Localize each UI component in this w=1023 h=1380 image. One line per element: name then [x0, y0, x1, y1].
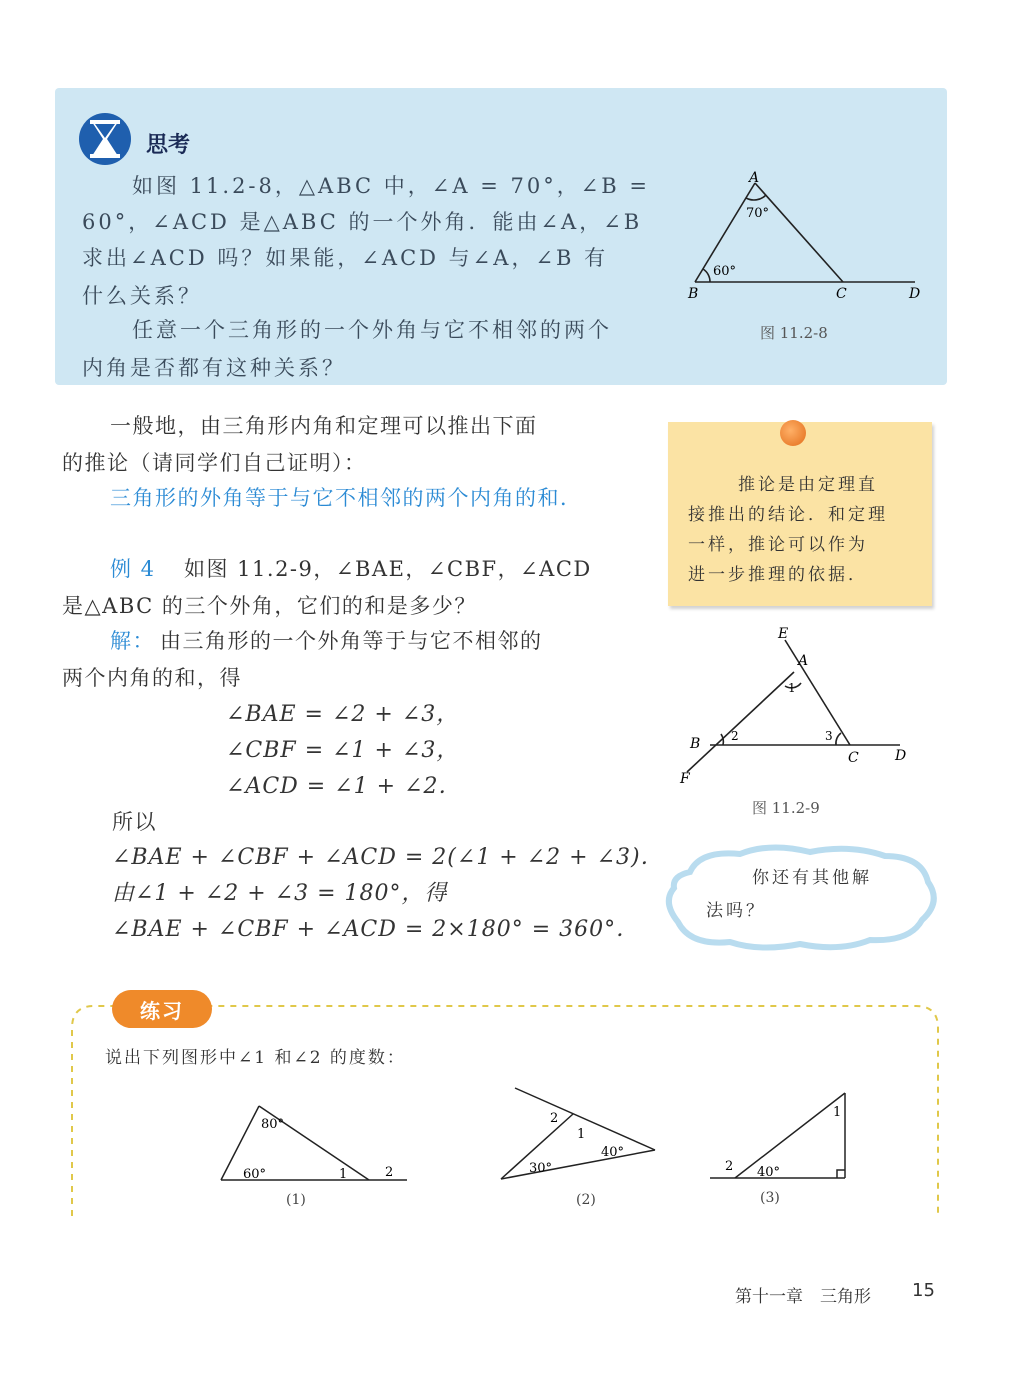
practice-figure-2 — [495, 1082, 665, 1187]
practice-badge: 练习 — [112, 990, 212, 1028]
label-D: D — [895, 748, 907, 764]
label-A: A — [749, 170, 760, 186]
example-label: 例 4 — [110, 557, 156, 581]
practice-3-angle-left: 40° — [757, 1165, 781, 1180]
equation: ∠BAE + ∠CBF + ∠ACD = 2×180° = 360°． — [112, 917, 640, 942]
figure-11-2-9 — [665, 620, 925, 790]
figure-caption: 图 11.2-9 — [752, 799, 820, 817]
equation: 由∠1 + ∠2 + ∠3 = 180°，得 — [112, 881, 448, 906]
body-line: 所以 — [112, 810, 157, 834]
practice-2-angle-left: 30° — [529, 1161, 553, 1176]
label-B: B — [690, 736, 701, 752]
practice-3-angle-2: 2 — [725, 1159, 734, 1174]
practice-1-angle-2: 2 — [385, 1165, 394, 1180]
think-line: 求出∠ACD 吗？如果能，∠ACD 与∠A，∠B 有 — [82, 246, 609, 270]
practice-1-angle-left: 60° — [243, 1167, 267, 1182]
body-line: 一般地，由三角形内角和定理可以推出下面 — [110, 414, 538, 438]
practice-figure-1 — [215, 1098, 415, 1188]
practice-2-angle-2: 2 — [550, 1111, 559, 1126]
label-F: F — [680, 771, 690, 787]
angle-2-label: 2 — [731, 729, 739, 743]
practice-prompt: 说出下列图形中∠1 和∠2 的度数： — [105, 1048, 406, 1068]
label-A: A — [798, 653, 809, 669]
body-line: 两个内角的和，得 — [62, 666, 242, 690]
label-D: D — [909, 286, 921, 302]
think-title: 思考 — [146, 133, 191, 158]
practice-figure-caption: (3) — [760, 1190, 780, 1206]
body-line: 如图 11.2-9，∠BAE，∠CBF，∠ACD — [184, 557, 592, 581]
practice-figure-3 — [705, 1088, 860, 1188]
label-B: B — [688, 286, 699, 302]
label-C: C — [848, 750, 859, 766]
equation: ∠BAE = ∠2 + ∠3， — [226, 702, 460, 727]
hourglass-icon — [78, 112, 132, 166]
body-line: 是△ABC 的三个外角，它们的和是多少？ — [62, 594, 477, 618]
angle-3-label: 3 — [825, 729, 833, 743]
angle-B-value: 60° — [713, 264, 737, 279]
chapter-footer: 第十一章 三角形 — [735, 1287, 871, 1307]
practice-1-angle-top: 80° — [261, 1117, 285, 1132]
practice-2-angle-1: 1 — [577, 1127, 586, 1142]
think-line: 任意一个三角形的一个外角与它不相邻的两个 — [132, 318, 612, 342]
note-line: 进一步推理的依据． — [688, 565, 868, 585]
note-line: 接推出的结论．和定理 — [688, 505, 888, 525]
angle-A-value: 70° — [746, 206, 770, 221]
equation: ∠ACD = ∠1 + ∠2． — [226, 774, 462, 799]
body-line: 由三角形的一个外角等于与它不相邻的 — [160, 629, 543, 653]
practice-figure-caption: (1) — [286, 1192, 306, 1208]
think-line: 什么关系？ — [82, 284, 202, 308]
equation: ∠CBF = ∠1 + ∠3， — [226, 738, 460, 763]
label-E: E — [778, 626, 789, 642]
cloud-line: 你还有其他解 — [752, 868, 872, 888]
think-line: 如图 11.2-8，△ABC 中，∠A = 70°，∠B = — [132, 174, 650, 198]
figure-caption: 图 11.2-8 — [760, 324, 828, 342]
angle-1-label: 1 — [788, 681, 796, 695]
practice-1-angle-1: 1 — [339, 1167, 348, 1182]
corollary-text: 三角形的外角等于与它不相邻的两个内角的和． — [110, 486, 583, 510]
solution-label: 解： — [110, 629, 155, 653]
cloud-line: 法吗？ — [706, 901, 766, 921]
page-number: 15 — [912, 1280, 935, 1301]
figure-11-2-8 — [680, 165, 930, 310]
think-line: 内角是否都有这种关系？ — [82, 356, 346, 380]
note-line: 推论是由定理直 — [738, 475, 878, 495]
label-C: C — [836, 286, 847, 302]
pushpin-icon — [780, 420, 806, 446]
practice-figure-caption: (2) — [576, 1192, 596, 1208]
note-line: 一样，推论可以作为 — [688, 535, 868, 555]
practice-2-angle-right: 40° — [601, 1145, 625, 1160]
practice-3-angle-1: 1 — [833, 1105, 842, 1120]
equation: ∠BAE + ∠CBF + ∠ACD = 2(∠1 + ∠2 + ∠3)． — [112, 845, 664, 870]
body-line: 的推论（请同学们自己证明）： — [62, 451, 367, 475]
cloud-bubble — [660, 842, 940, 952]
think-line: 60°，∠ACD 是△ABC 的一个外角．能由∠A，∠B — [82, 210, 643, 234]
